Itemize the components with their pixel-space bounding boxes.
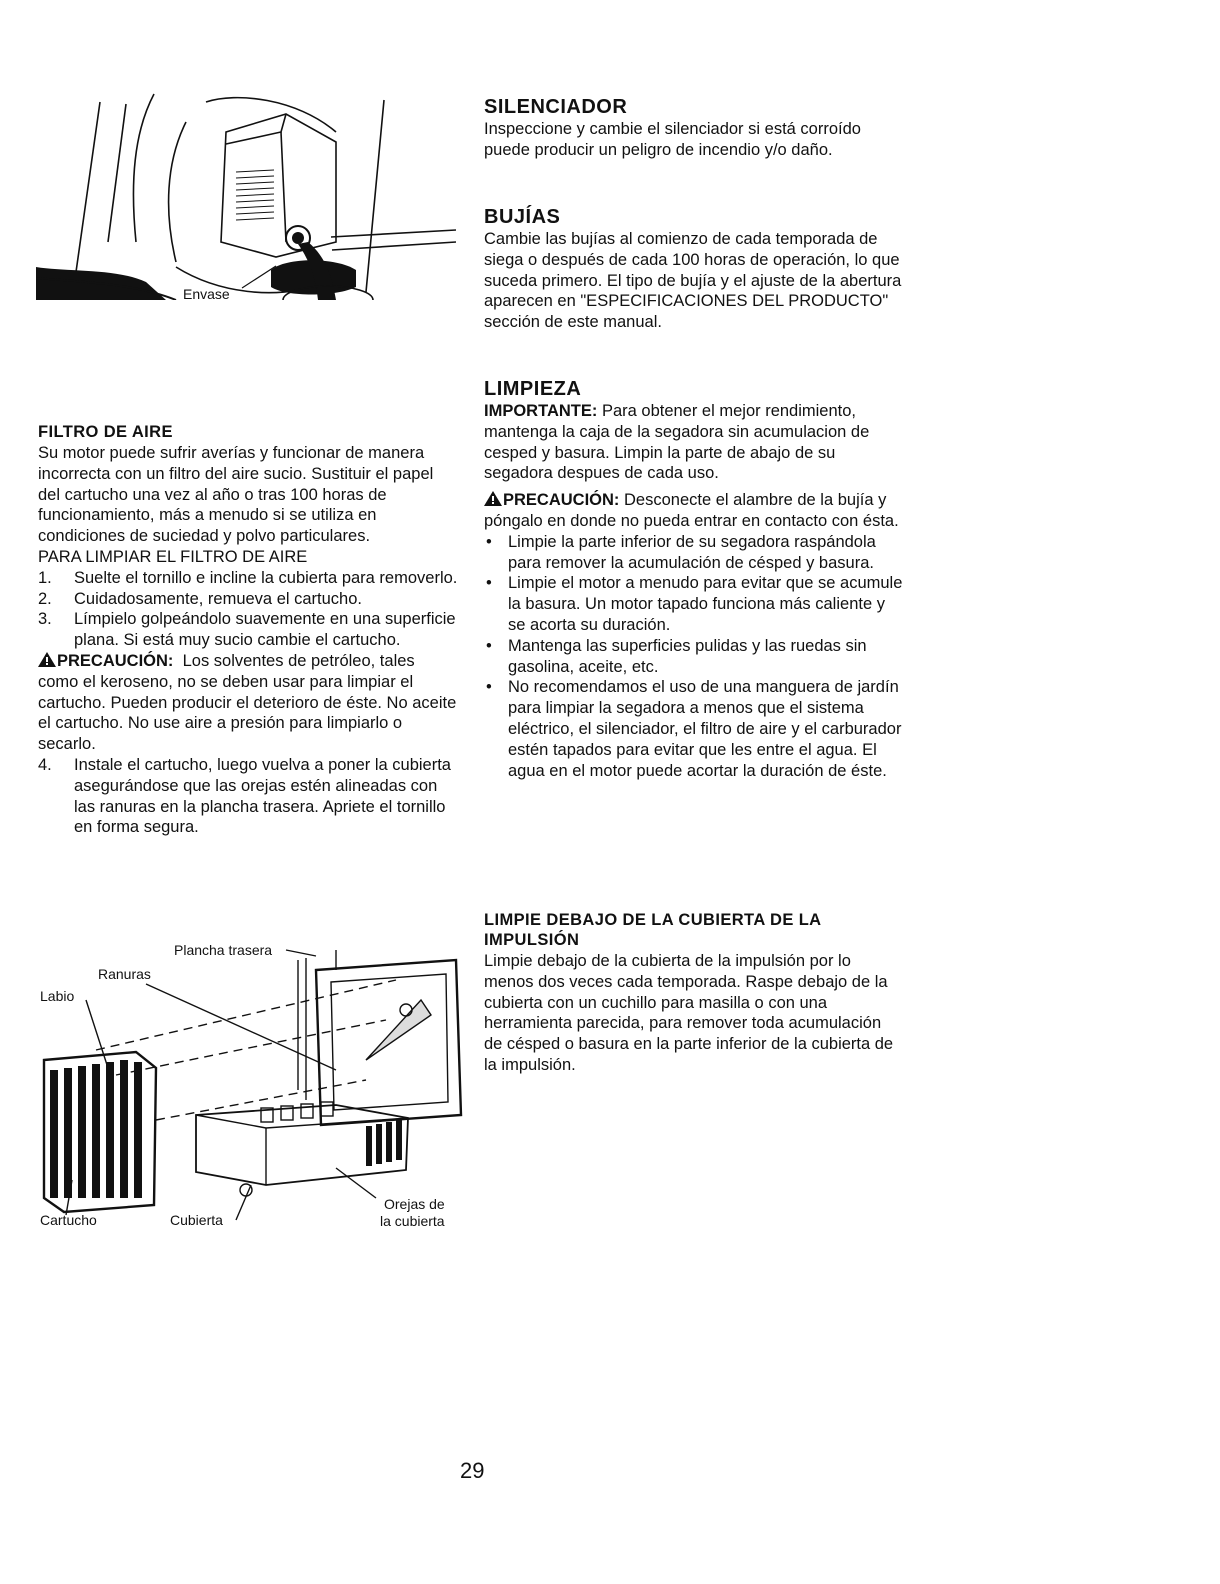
important-label: IMPORTANTE:	[484, 402, 598, 420]
cleaning-important	[484, 401, 904, 484]
muffler-title: SILENCIADOR	[484, 96, 628, 118]
leader-line-container	[240, 262, 280, 292]
air-filter-subtitle: PARA LIMPIAR EL FILTRO DE AIRE	[38, 547, 308, 566]
air-filter-caution	[38, 651, 458, 755]
page-number: 29	[460, 1458, 485, 1483]
caution-label: PRECAUCIÓN:	[503, 491, 620, 510]
air-filter-drawing	[36, 940, 466, 1240]
label-cover-tabs-line1: Orejas de	[384, 1196, 445, 1212]
caution-text: Los solventes de petróleo, tales como el keroseno, no se deben usar para limpiar el cartucho. Pueden producir el deterioro de éste. No aceite el cartucho. No use aire a presión para limpiarlo o secarlo.	[38, 651, 457, 754]
list-item: • No recomendamos el uso de una manguera de jardín para limpiar la segadora a menos que el sistema eléctrico, el silenciador, el filtro de aire y el carburador estén tapados para evitar que les entre el agua. El agua en el motor puede acortar la duración de éste.	[486, 678, 902, 780]
cleaning-caution	[484, 490, 904, 532]
list-item: • Mantenga las superficies pulidas y las ruedas sin gasolina, aceite, etc.	[486, 636, 867, 676]
air-filter-title: FILTRO DE AIRE	[38, 423, 173, 441]
caution-text: Desconecte el alambre de la bujía y póngalo en donde no pueda entrar en contacto con ésta.	[484, 491, 899, 530]
section-spark-plugs	[484, 206, 904, 333]
drive-cover-title-line2: IMPULSIÓN	[484, 931, 580, 949]
label-slots: Ranuras	[98, 966, 151, 982]
drive-cover-title-line1: LIMPIE DEBAJO DE LA CUBIERTA DE LA	[484, 911, 822, 929]
list-item: 3. Límpielo golpeándolo suavemente en una superficie plana. Si está muy sucio cambie el cartucho.	[38, 610, 456, 650]
cleaning-title: LIMPIEZA	[484, 378, 582, 400]
list-item: 4. Instale el cartucho, luego vuelva a poner la cubierta asegurándose que las orejas estén alineadas con las ranuras en la plancha trasera. Apriete el tornillo en forma segura.	[38, 755, 451, 837]
list-item: 2. Cuidadosamente, remueva el cartucho.	[38, 589, 362, 608]
air-filter-steps	[38, 568, 458, 651]
caution-label: PRECAUCIÓN:	[57, 651, 174, 670]
warning-icon	[484, 491, 502, 506]
label-cover: Cubierta	[170, 1212, 223, 1228]
list-item: 1. Suelte el tornillo e incline la cubierta para removerlo.	[38, 568, 458, 587]
air-filter-intro: Su motor puede sufrir averías y funcionar de manera incorrecta con un filtro del aire sucio. Sustituir el papel del cartucho una vez al año o tras 100 horas de funcionamiento, más a menudo si se utiliza en condiciones de suciedad y polvo particulares.	[38, 444, 434, 546]
air-filter-illustration	[36, 940, 466, 1240]
important-text: Para obtener el mejor rendimiento, mantenga la caja de la segadora sin acumulacion de cesped y basura. Limpin la parte de abajo de su segadora despues de cada uso.	[484, 402, 870, 483]
air-filter-step-4	[38, 755, 458, 838]
section-drive-cover	[484, 910, 904, 1076]
spark-plugs-text: Cambie las bujías al comienzo de cada temporada de siega o después de cada 100 horas de operación, lo que suceda primero. El tipo de bujía y el ajuste de la abertura aparecen en "ESPECIFICACIONES DEL PRODUCTO" sección de este manual.	[484, 230, 902, 332]
section-cleaning	[484, 378, 904, 781]
section-air-filter	[38, 422, 458, 838]
warning-icon	[38, 652, 56, 667]
section-muffler	[484, 96, 904, 161]
drive-cover-text: Limpie debajo de la cubierta de la impulsión por lo menos dos veces cada temporada. Raspe debajo de la cubierta con un cuchillo para masilla o con una herramienta parecida, para remover toda acumulación de césped o basura en la parte inferior de la cubierta de la impulsión.	[484, 952, 894, 1074]
list-item: • Limpie la parte inferior de su segadora raspándola para remover la acumulación de césped y basura.	[486, 532, 876, 572]
label-backplate: Plancha trasera	[174, 942, 273, 958]
label-cover-tabs-line2: la cubierta	[380, 1213, 445, 1229]
list-item: • Limpie el motor a menudo para evitar que se acumule la basura. Un motor tapado funciona más caliente y se acorta su duración.	[486, 574, 903, 634]
muffler-text: Inspeccione y cambie el silenciador si está corroído puede producir un peligro de incendio y/o daño.	[484, 120, 861, 159]
label-cartridge: Cartucho	[40, 1212, 97, 1228]
cleaning-bullets	[484, 532, 904, 782]
label-container: Envase	[183, 286, 230, 302]
label-lip: Labio	[40, 988, 75, 1004]
spark-plugs-title: BUJÍAS	[484, 206, 561, 228]
